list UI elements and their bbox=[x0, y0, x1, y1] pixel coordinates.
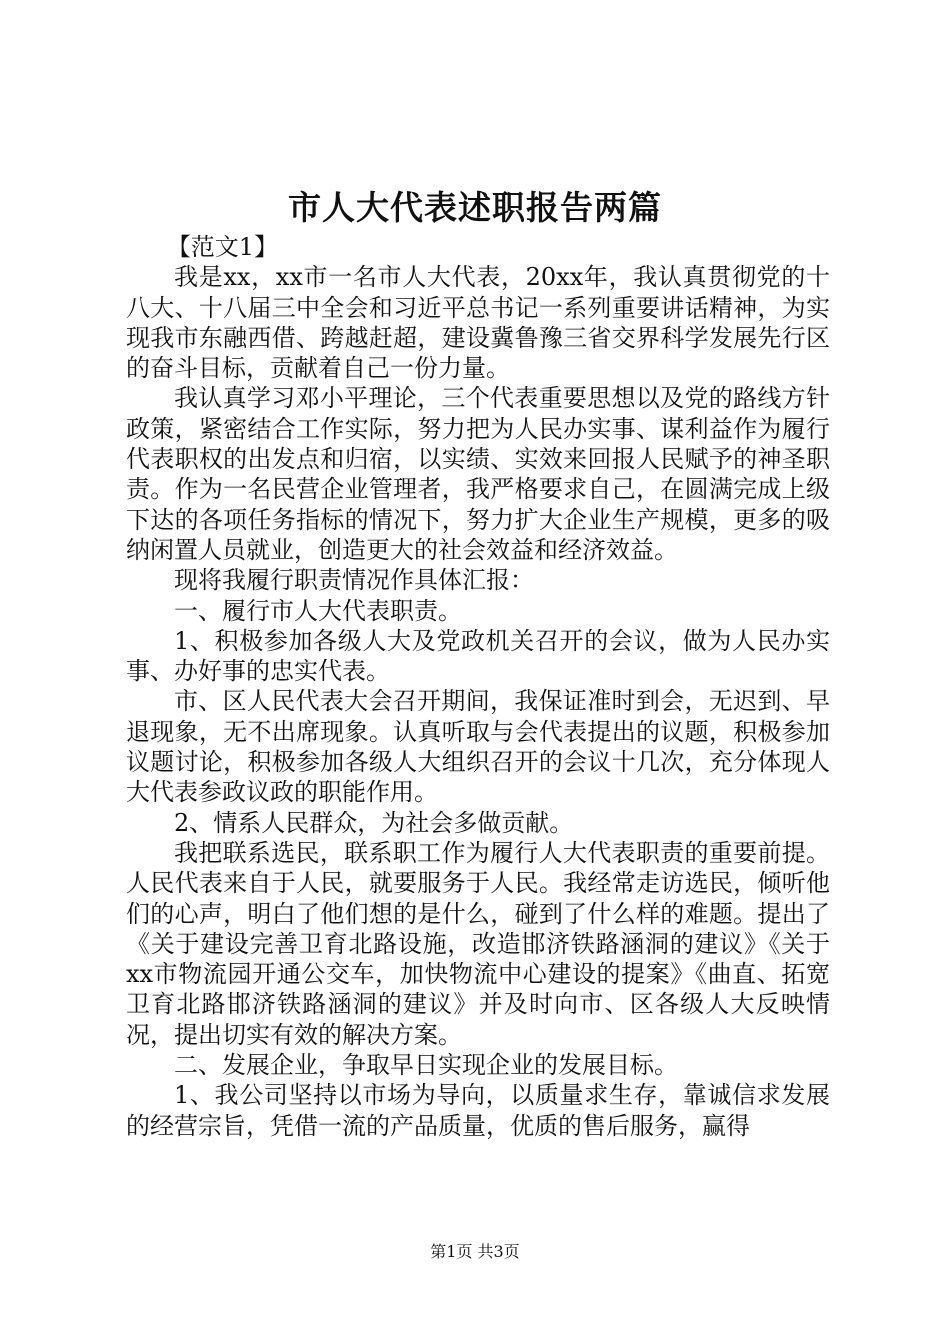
paragraph: 市、区人民代表大会召开期间，我保证准时到会，无迟到、早退现象，无不出席现象。认真听取与会代表提出的议题，积极参加议题讨论，积极参加各级人大组织召开的会议十几次，充分体现人大代表参政议政的职能作用。 bbox=[126, 687, 830, 807]
section-heading: 一、履行市人大代表职责。 bbox=[174, 596, 462, 625]
paragraph: 我把联系选民，联系职工作为履行人大代表职责的重要前提。人民代表来自于人民，就要服务于人民。我经常走访选民，倾听他们的心声，明白了他们想的是什么，碰到了什么样的难题。提出了《关于建设完善卫育北路设施，改造邯济铁路涵洞的建议》《关于xx市物流园开通公交车，加快物流中心建设的提案》《曲直、拓宽卫育北路邯济铁路涵洞的建议》并及时向市、区各级人大反映情况，提出切实有效的解决方案。 bbox=[126, 838, 830, 1049]
paragraph: 我是xx，xx市一名市人大代表，20xx年，我认真贯彻党的十八大、十八届三中全会和习近平总书记一系列重要讲话精神，为实现我市东融西借、跨越赶超，建设冀鲁豫三省交界科学发展先行区的奋斗目标，贡献着自己一份力量。 bbox=[126, 263, 830, 383]
paragraph: 2、情系人民群众，为社会多做贡献。 bbox=[174, 808, 574, 837]
paragraph: 现将我履行职责情况作具体汇报： bbox=[174, 566, 534, 595]
page-number-footer: 第1页 共3页 bbox=[430, 1242, 520, 1261]
paragraph: 1、我公司坚持以市场为导向，以质量求生存，靠诚信求发展的经营宗旨，凭借一流的产品质量，优质的售后服务，赢得 bbox=[126, 1081, 830, 1140]
paragraph: 我认真学习邓小平理论，三个代表重要思想以及党的路线方针政策，紧密结合工作实际，努力把为人民办实事、谋利益作为履行代表职权的出发点和归宿，以实绩、实效来回报人民赋予的神圣职责。作为一名民营企业管理者，我严格要求自己，在圆满完成上级下达的各项任务指标的情况下，努力扩大企业生产规模，更多的吸纳闲置人员就业，创造更大的社会效益和经济效益。 bbox=[126, 384, 830, 564]
document-title: 市人大代表述职报告两篇 bbox=[288, 188, 662, 227]
document-body bbox=[126, 232, 830, 1141]
paragraph: 1、积极参加各级人大及党政机关召开的会议，做为人民办实事、办好事的忠实代表。 bbox=[126, 626, 830, 686]
paragraph-label: 【范文1】 bbox=[166, 233, 279, 261]
section-heading: 二、发展企业，争取早日实现企业的发展目标。 bbox=[174, 1051, 678, 1080]
